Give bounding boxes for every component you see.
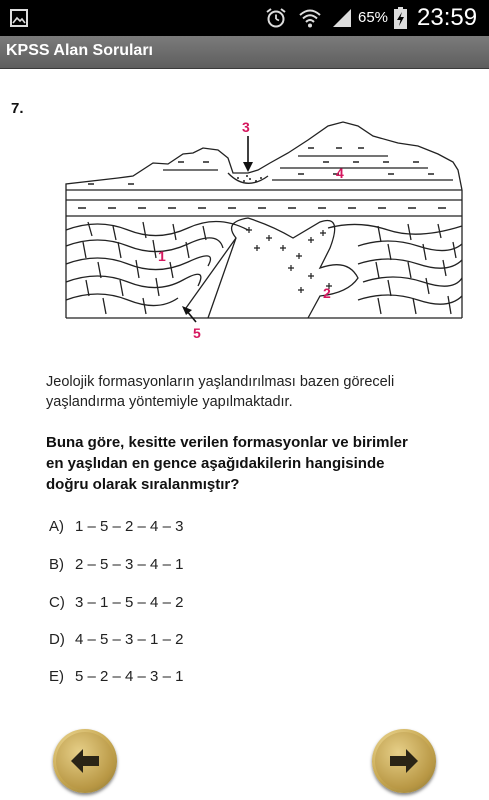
option-letter: B) xyxy=(49,556,64,573)
prompt-line-2: en yaşlıdan en gence aşağıdakilerin hangisinde xyxy=(46,455,385,472)
wifi-icon xyxy=(298,7,322,29)
app-bar xyxy=(0,36,489,69)
option-a[interactable] xyxy=(49,518,183,535)
question-intro xyxy=(46,372,476,412)
option-text: 2 – 5 – 3 – 4 – 1 xyxy=(75,556,184,573)
arrow-right-icon xyxy=(386,743,422,779)
gallery-icon xyxy=(10,9,28,27)
figure-label-2: 2 xyxy=(323,285,331,301)
prompt-line-1: Buna göre, kesitte verilen formasyonlar ve birimler xyxy=(46,434,408,451)
figure-label-3: 3 xyxy=(242,119,250,135)
figure-label-1: 1 xyxy=(158,248,166,264)
geological-cross-section-figure xyxy=(58,118,478,343)
clock: 23:59 xyxy=(417,4,478,31)
arrow-left-icon xyxy=(67,743,103,779)
intro-line-2: yaşlandırma yöntemiyle yapılmaktadır. xyxy=(46,394,293,410)
app-title: KPSS Alan Soruları xyxy=(6,42,153,59)
option-letter: C) xyxy=(49,594,65,611)
option-letter: A) xyxy=(49,518,64,535)
previous-button[interactable] xyxy=(53,729,117,793)
alarm-icon xyxy=(265,7,287,29)
option-e[interactable] xyxy=(49,668,183,685)
option-text: 4 – 5 – 3 – 1 – 2 xyxy=(75,631,184,648)
option-text: 3 – 1 – 5 – 4 – 2 xyxy=(75,594,184,611)
next-button[interactable] xyxy=(372,729,436,793)
signal-icon xyxy=(330,8,352,28)
battery-charging-icon xyxy=(394,7,407,29)
status-bar xyxy=(0,0,489,36)
option-c[interactable] xyxy=(49,594,183,611)
figure-label-4: 4 xyxy=(336,165,344,181)
intro-line-1: Jeolojik formasyonların yaşlandırılması bazen göreceli xyxy=(46,374,395,390)
prompt-line-3: doğru olarak sıralanmıştır? xyxy=(46,476,240,493)
option-letter: E) xyxy=(49,668,64,685)
figure-label-5: 5 xyxy=(193,325,201,341)
option-d[interactable] xyxy=(49,631,183,648)
option-text: 1 – 5 – 2 – 4 – 3 xyxy=(75,518,184,535)
option-b[interactable] xyxy=(49,556,183,573)
option-letter: D) xyxy=(49,631,65,648)
option-text: 5 – 2 – 4 – 3 – 1 xyxy=(75,668,184,685)
battery-percent: 65% xyxy=(358,9,389,26)
question-prompt xyxy=(46,432,476,495)
question-number: 7. xyxy=(11,100,24,117)
